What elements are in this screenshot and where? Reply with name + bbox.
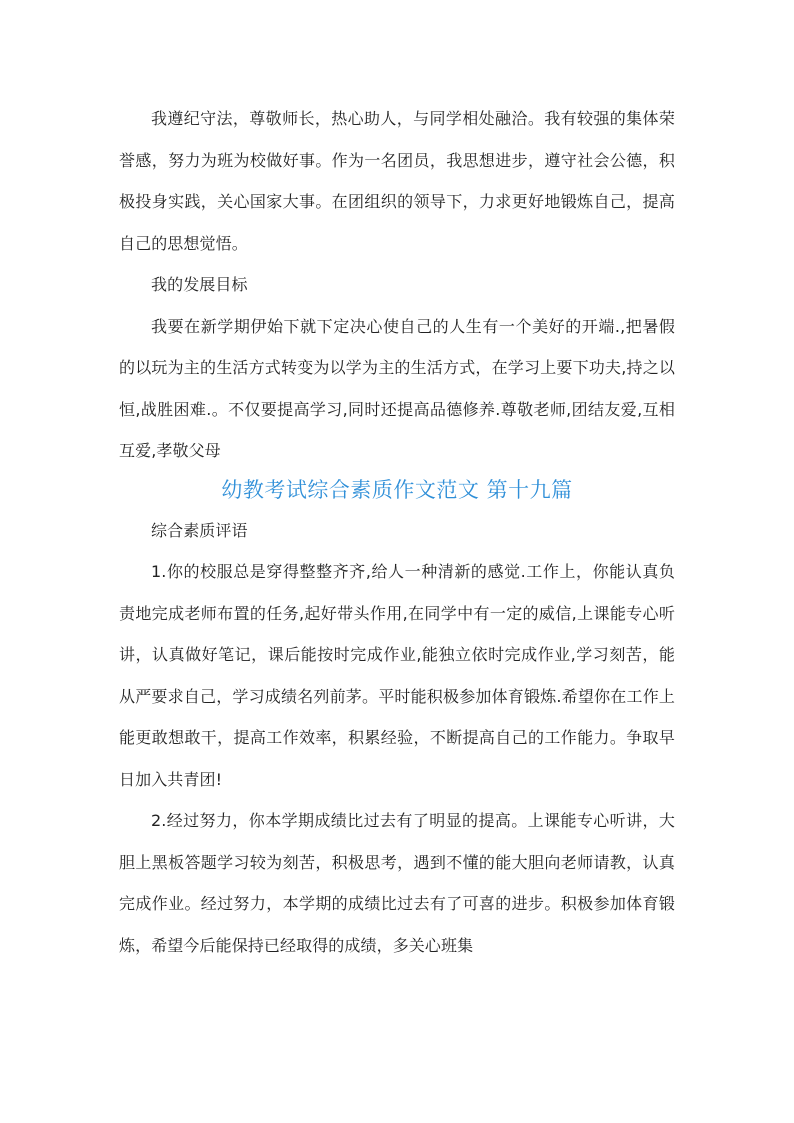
section-heading: 幼教考试综合素质作文范文 第十九篇 [221, 477, 573, 502]
subheading-comprehensive-comments: 综合素质评语 [151, 520, 248, 540]
paragraph-comment-2: 2.经过努力，你本学期成绩比过去有了明显的提高。上课能专心听讲，大胆上黑板答题学习较为刻苦，积极思考，遇到不懂的能大胆向老师请教，认真完成作业。经过努力，本学期的成绩比过去有了可喜的进步。积极参加体育锻炼，希望今后能保持已经取得的成绩，多关心班集 [119, 811, 675, 955]
paragraph-discipline: 我遵纪守法，尊敬师长，热心助人，与同学相处融洽。我有较强的集体荣誉感，努力为班为校做好事。作为一名团员，我思想进步，遵守社会公德，积极投身实践，关心国家大事。在团组织的领导下，力求更好地锻炼自己，提高自己的思想觉悟。 [119, 109, 675, 253]
paragraph-comment-1: 1.你的校服总是穿得整整齐齐,给人一种清新的感觉.工作上，你能认真负责地完成老师布置的任务,起好带头作用,在同学中有一定的威信,上课能专心听讲，认真做好笔记，课后能按时完成作业,能独立依时完成作业,学习刻苦，能从严要求自己，学习成绩名列前茅。平时能积极参加体育锻炼.希望你在工作上能更敢想敢干，提高工作效率，积累经验，不断提高自己的工作能力。争取早日加入共青团! [119, 562, 675, 789]
subheading-development-goal: 我的发展目标 [151, 275, 248, 294]
paragraph-new-semester: 我要在新学期伊始下就下定决心使自己的人生有一个美好的开端.,把暑假的以玩为主的生活方式转变为以学为主的生活方式，在学习上要下功夫,持之以恒,战胜困难.。不仅要提高学习,同时还提高品德修养.尊敬老师,团结友爱,互相互爱,孝敬父母 [119, 316, 675, 460]
